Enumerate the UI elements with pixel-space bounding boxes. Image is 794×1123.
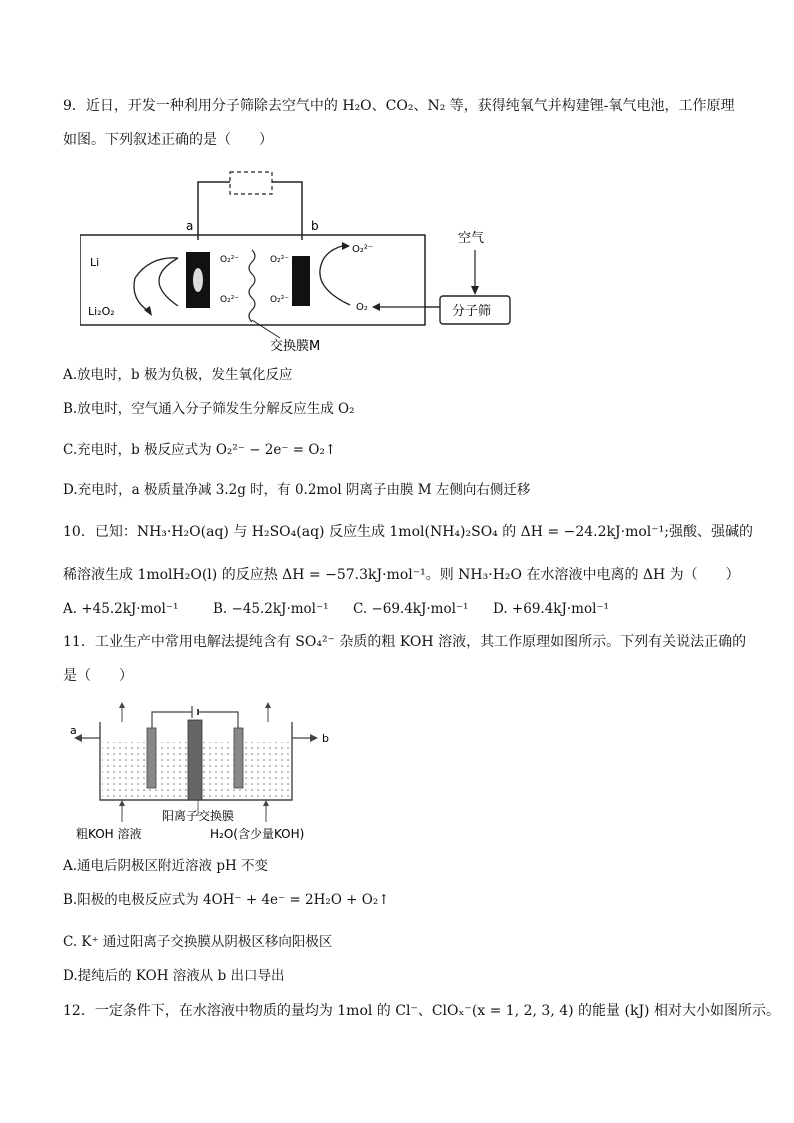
load-box — [230, 172, 272, 194]
label-a: a — [186, 219, 194, 233]
cell-body — [80, 235, 425, 325]
q11-option-c[interactable]: C. K⁺ 通过阳离子交换膜从阴极区移向阳极区 — [63, 934, 333, 950]
membrane-leader — [252, 320, 280, 338]
label-right-o2-2minus: O₂²⁻ — [352, 244, 374, 255]
q11-option-b[interactable]: B.阳极的电极反应式为 4OH⁻ + 4e⁻ = 2H₂O + O₂↑ — [63, 892, 390, 908]
label-b-o2-2minus-1: O₂²⁻ — [270, 255, 290, 265]
label-right-inlet: H₂O(含少量KOH) — [210, 827, 305, 841]
electrode-left — [147, 728, 156, 788]
q10-option-a[interactable]: A. +45.2kJ·mol⁻¹ — [63, 601, 179, 617]
q9-stem-line2: 如图。下列叙述正确的是（ ） — [63, 132, 273, 148]
label-b-o2-2minus-2: O₂²⁻ — [270, 295, 290, 305]
q9-option-c[interactable]: C.充电时，b 极反应式为 O₂²⁻ − 2e⁻ = O₂↑ — [63, 442, 337, 458]
q11-figure — [70, 692, 340, 844]
q10-option-b[interactable]: B. −45.2kJ·mol⁻¹ — [213, 601, 329, 617]
membrane-m — [249, 250, 255, 322]
label-a-o2-2minus-1: O₂²⁻ — [220, 255, 240, 265]
arrow-left-curve — [159, 258, 178, 306]
electrode-b — [292, 256, 310, 306]
label-membrane: 交换膜M — [270, 339, 321, 354]
wire-left — [198, 182, 230, 240]
electrode-a-glow — [193, 268, 203, 292]
q11-stem-line1: 11．工业生产中常用电解法提纯含有 SO₄²⁻ 杂质的粗 KOH 溶液，其工作原理如图所示。下列有关说法正确的 — [63, 634, 747, 650]
label-a-o2-2minus-2: O₂²⁻ — [220, 295, 240, 305]
label-b: b — [311, 219, 319, 233]
cation-exchange-membrane — [188, 720, 202, 800]
label-li2o2: Li₂O₂ — [88, 305, 115, 318]
label-a: a — [70, 724, 77, 737]
label-air: 空气 — [458, 231, 485, 246]
label-b: b — [322, 732, 329, 745]
label-li: Li — [90, 256, 100, 269]
q12-stem-line1: 12．一定条件下，在水溶液中物质的量均为 1mol 的 Cl⁻、ClOₓ⁻(x = 1, 2, 3, 4) 的能量 (kJ) 相对大小如图所示。 — [63, 1003, 780, 1019]
label-left-inlet: 粗KOH 溶液 — [76, 827, 142, 841]
q10-stem-line2: 稀溶液生成 1molH₂O(l) 的反应热 ΔH = −57.3kJ·mol⁻¹。则 NH₃·H₂O 在水溶液中电离的 ΔH 为（ ） — [63, 567, 740, 583]
q11-option-a[interactable]: A.通电后阴极区附近溶液 pH 不变 — [63, 858, 269, 874]
q10-option-d[interactable]: D. +69.4kJ·mol⁻¹ — [493, 601, 609, 617]
q10-option-c[interactable]: C. −69.4kJ·mol⁻¹ — [353, 601, 469, 617]
label-sieve: 分子筛 — [452, 304, 492, 319]
q11-stem-line2: 是（ ） — [63, 668, 133, 684]
q9-option-a[interactable]: A.放电时，b 极为负极，发生氧化反应 — [63, 367, 293, 383]
wire-right — [272, 182, 302, 240]
q10-stem-line1: 10．已知：NH₃·H₂O(aq) 与 H₂SO₄(aq) 反应生成 1mol(NH₄)₂SO₄ 的 ΔH = −24.2kJ·mol⁻¹;强酸、强碱的 — [63, 524, 753, 540]
q9-option-b[interactable]: B.放电时，空气通入分子筛发生分解反应生成 O₂ — [63, 401, 355, 417]
q9-figure — [80, 160, 520, 355]
electrode-right — [234, 728, 243, 788]
q9-stem-line1: 9．近日，开发一种利用分子筛除去空气中的 H₂O、CO₂、N₂ 等，获得纯氧气并构建锂-氧气电池，工作原理 — [63, 98, 735, 114]
q11-option-d[interactable]: D.提纯后的 KOH 溶液从 b 出口导出 — [63, 968, 285, 984]
label-membrane: 阳离子交换膜 — [162, 809, 235, 823]
arrow-right-curve — [320, 246, 350, 305]
q9-option-d[interactable]: D.充电时，a 极质量净减 3.2g 时，有 0.2mol 阴离子由膜 M 左侧向右侧迁移 — [63, 482, 531, 498]
label-right-o2: O₂ — [356, 302, 368, 313]
